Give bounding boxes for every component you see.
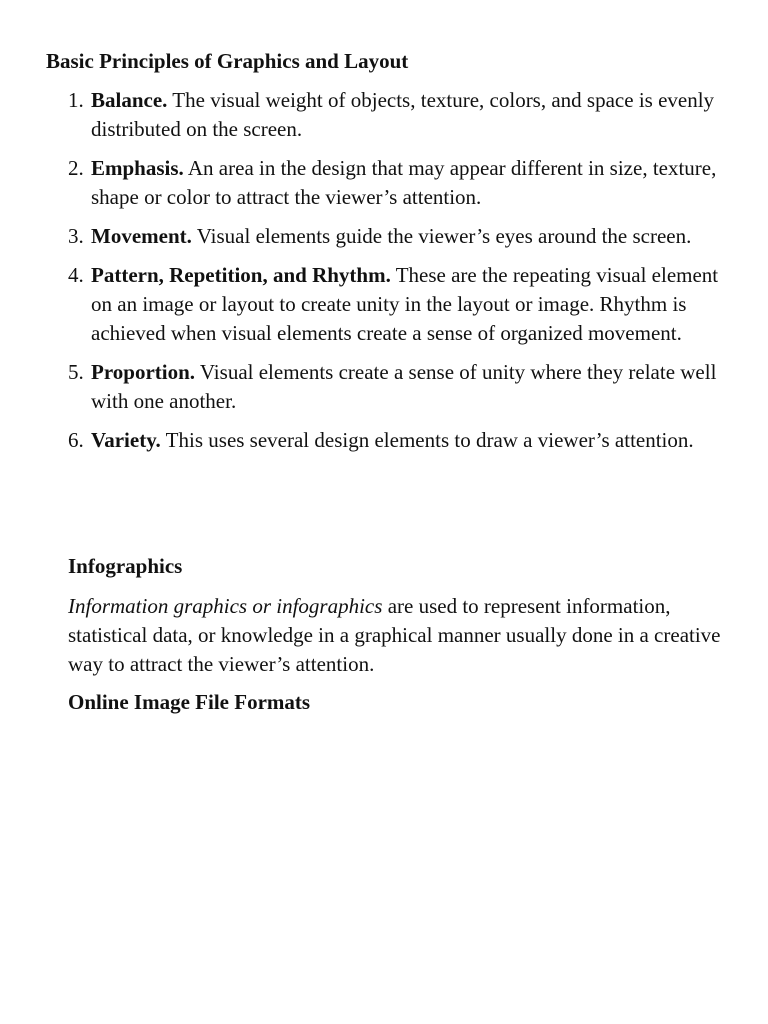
item-text: Visual elements guide the viewer’s eyes around the screen. xyxy=(191,224,692,248)
list-item xyxy=(68,426,728,455)
item-term: Movement. xyxy=(91,224,192,248)
infographics-italic-lead: Information graphics or infographics xyxy=(68,594,383,618)
file-formats-heading: Online Image File Formats xyxy=(68,690,311,714)
item-text: Visual elements create a sense of unity where they relate well with one another. xyxy=(91,360,717,413)
principles-list xyxy=(68,86,728,465)
item-text: This uses several design elements to draw a viewer’s attention. xyxy=(160,428,694,452)
list-item xyxy=(68,222,728,251)
item-text: These are the repeating visual element on an image or layout to create unity in the layout or image. Rhythm is achieved when visual elements create a sense of organized movement. xyxy=(91,263,719,345)
item-term: Emphasis. xyxy=(91,156,184,180)
list-item xyxy=(68,358,728,416)
item-text: The visual weight of objects, texture, colors, and space is evenly distributed on the screen. xyxy=(91,88,715,141)
item-number: 4. xyxy=(68,263,84,287)
item-term: Pattern, Repetition, and Rhythm. xyxy=(91,263,391,287)
item-number: 1. xyxy=(68,88,84,112)
page-title: Basic Principles of Graphics and Layout xyxy=(46,49,409,73)
item-number: 5. xyxy=(68,360,84,384)
infographics-paragraph xyxy=(68,592,728,679)
item-term: Variety. xyxy=(91,428,161,452)
list-item xyxy=(68,261,728,348)
item-text: An area in the design that may appear different in size, texture, shape or color to attract the viewer’s attention. xyxy=(91,156,717,209)
item-term: Proportion. xyxy=(91,360,196,384)
list-item xyxy=(68,86,728,144)
item-number: 3. xyxy=(68,224,84,248)
item-number: 6. xyxy=(68,428,84,452)
item-term: Balance. xyxy=(91,88,168,112)
infographics-heading: Infographics xyxy=(68,554,183,578)
infographics-text: are used to represent information, statistical data, or knowledge in a graphical manner usually done in a creative way to attract the viewer’s attention. xyxy=(68,594,721,676)
list-item xyxy=(68,154,728,212)
item-number: 2. xyxy=(68,156,84,180)
